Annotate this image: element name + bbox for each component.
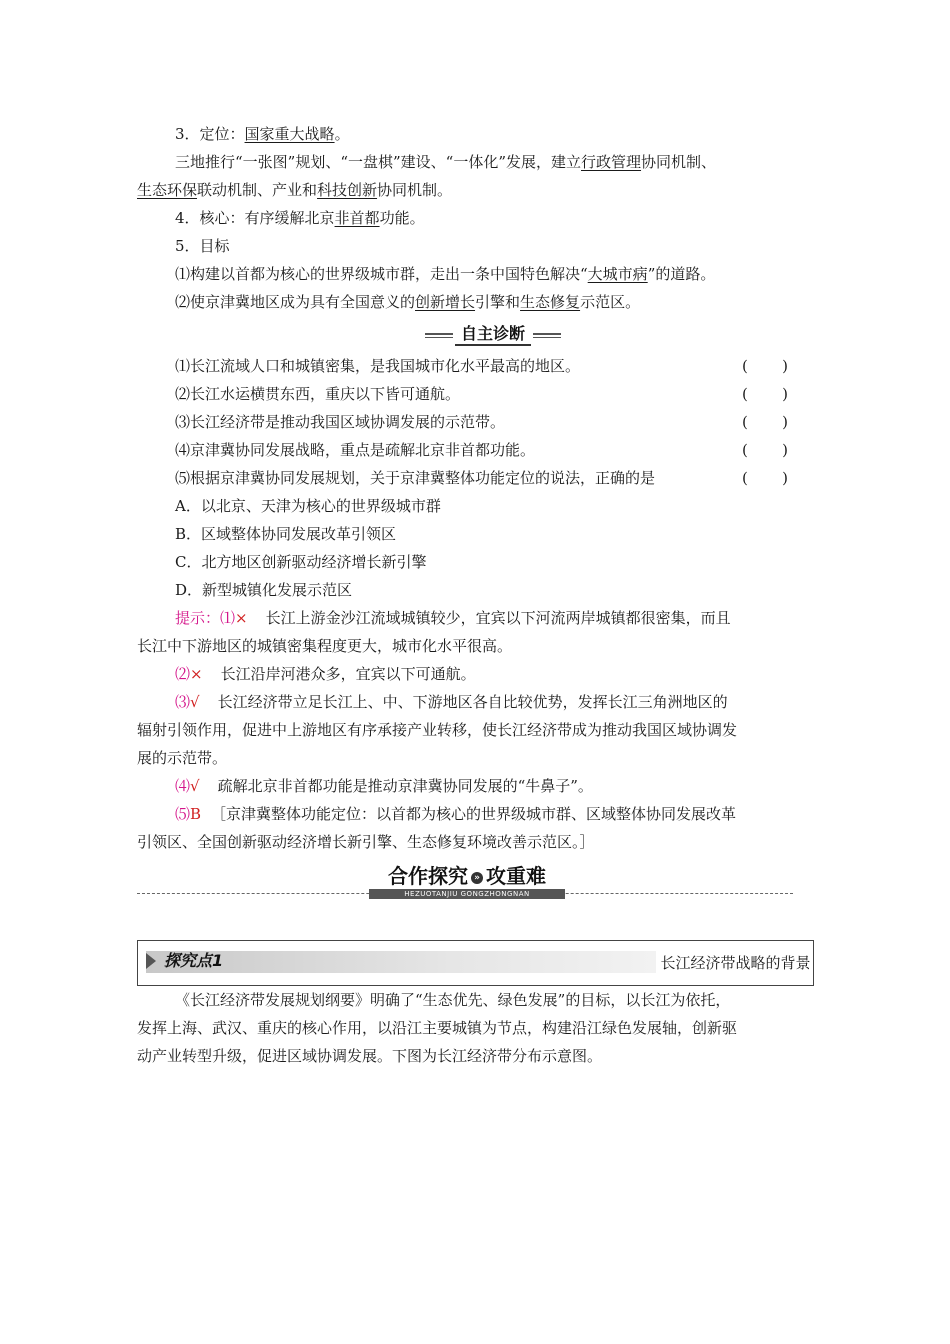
self-diagnosis-banner: [425, 322, 561, 346]
answer-blank-3[interactable]: ( ): [742, 413, 788, 431]
goal-2: ⑵使京津冀地区成为具有全国意义的创新增长引擎和生态修复示范区。: [175, 293, 641, 311]
section-subtitle: HEZUOTANJIU GONGZHONGNAN: [369, 889, 565, 899]
paragraph-line-1: 《长江经济带发展规划纲要》明确了“生态优先、绿色发展”的目标，以长江为依托，: [175, 991, 731, 1009]
arrow-icon: »: [471, 872, 483, 884]
self-diagnosis-title: 自主诊断: [455, 322, 531, 346]
goal-heading: 5．目标: [175, 237, 230, 255]
paragraph-line-2: 发挥上海、武汉、重庆的核心作用，以沿江主要城镇为节点，构建沿江绿色发展轴，创新驱: [137, 1019, 738, 1037]
question-1: ⑴长江流域人口和城镇密集，是我国城市化水平最高的地区。: [175, 357, 581, 375]
hint-label: 提示：: [175, 609, 221, 627]
probe-title: 长江经济带战略的背景: [660, 954, 811, 972]
question-5: ⑸根据京津冀协同发展规划，关于京津冀整体功能定位的说法，正确的是: [175, 469, 656, 487]
check-mark: √: [190, 777, 200, 795]
answer-blank-4[interactable]: ( ): [742, 441, 788, 459]
option-a[interactable]: A．以北京、天津为核心的世界级城市群: [175, 497, 441, 515]
option-b[interactable]: B．区域整体协同发展改革引领区: [175, 525, 397, 543]
cooperative-inquiry-header: [137, 863, 793, 903]
hint-4: ⑷√ 疏解北京非首都功能是推动京津冀协同发展的“牛鼻子”。: [175, 777, 593, 795]
hint-5: ⑸B ［京津冀整体功能定位：以首都为核心的世界级城市群、区域整体协同发展改革: [175, 805, 737, 823]
answer-blank-1[interactable]: ( ): [742, 357, 788, 375]
paragraph-line-3: 动产业转型升级，促进区域协调发展。下图为长江经济带分布示意图。: [137, 1047, 603, 1065]
probe-badge: 探究点1: [146, 947, 233, 975]
answer-blank-5[interactable]: ( ): [742, 469, 788, 487]
mechanism-line-1: 三地推行“一张图”规划、“一盘棋”建设、“一体化”发展，建立行政管理协同机制、: [175, 153, 717, 171]
hint-3-cont-2: 展的示范带。: [137, 749, 228, 767]
goal-1: ⑴构建以首都为核心的世界级城市群，走出一条中国特色解决“大城市病”的道路。: [175, 265, 716, 283]
hint-1-cont: 长江中下游地区的城镇密集程度更大，城市化水平很高。: [137, 637, 513, 655]
question-4: ⑷京津冀协同发展战略，重点是疏解北京非首都功能。: [175, 441, 536, 459]
hint-2: ⑵× 长江沿岸河港众多，宜宾以下可通航。: [175, 665, 476, 683]
hint-1: 提示：⑴× 长江上游金沙江流域城镇较少，宜宾以下河流两岸城镇都很密集，而且: [175, 609, 731, 627]
option-d[interactable]: D．新型城镇化发展示范区: [175, 581, 353, 599]
mechanism-line-2: 生态环保联动机制、产业和科技创新协同机制。: [137, 181, 453, 199]
wrong-mark: ×: [190, 665, 203, 683]
hint-3-cont-1: 辐射引领作用，促进中上游地区有序承接产业转移，使长江经济带成为推动我国区域协调发: [137, 721, 738, 739]
check-mark: √: [190, 693, 200, 711]
probe-point-box: [137, 940, 814, 986]
wrong-mark: ×: [235, 609, 248, 627]
option-c[interactable]: C．北方地区创新驱动经济增长新引擎: [175, 553, 427, 571]
hint-5-cont: 引领区、全国创新驱动经济增长新引擎、生态修复环境改善示范区。］: [137, 833, 595, 851]
answer-blank-2[interactable]: ( ): [742, 385, 788, 403]
position-line: 3．定位：国家重大战略。: [175, 125, 350, 143]
section-title: 合作探究 » 攻重难: [388, 864, 546, 888]
question-3: ⑶长江经济带是推动我国区域协调发展的示范带。: [175, 413, 506, 431]
core-line: 4．核心：有序缓解北京非首都功能。: [175, 209, 425, 227]
question-2: ⑵长江水运横贯东西，重庆以下皆可通航。: [175, 385, 461, 403]
hint-3: ⑶√ 长江经济带立足长江上、中、下游地区各自比较优势，发挥长江三角洲地区的: [175, 693, 728, 711]
probe-tag: [146, 951, 656, 973]
answer-mark: B: [190, 805, 202, 823]
